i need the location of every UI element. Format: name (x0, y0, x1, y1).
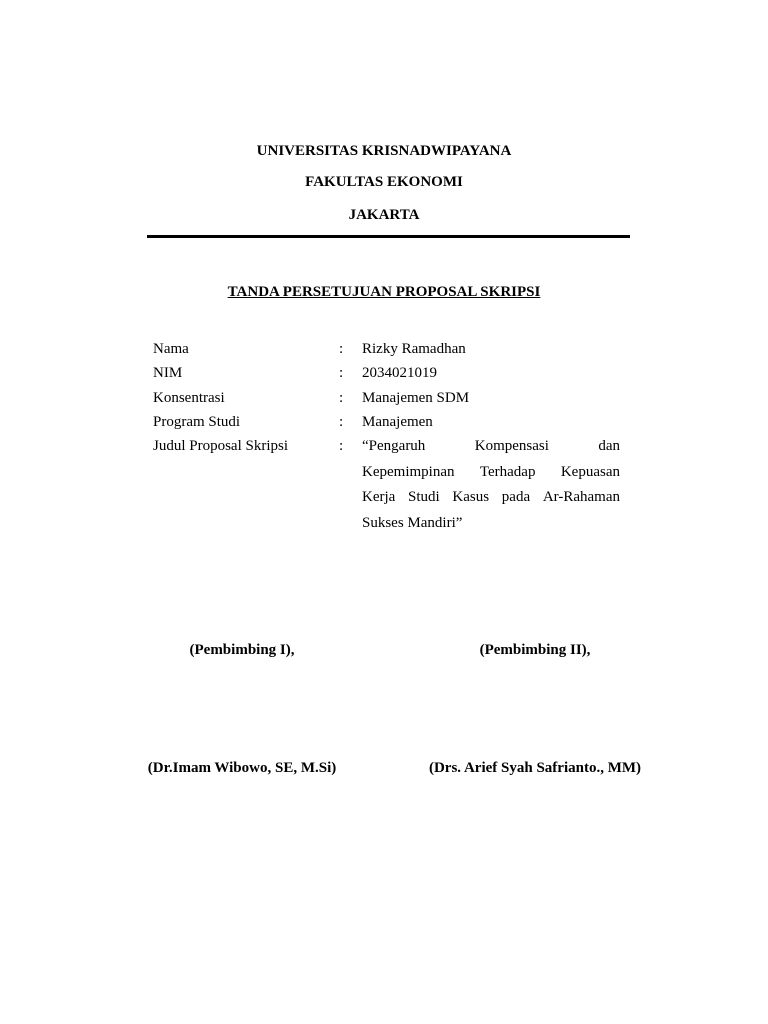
field-label: Judul Proposal Skripsi (153, 438, 289, 454)
pembimbing-1-name: (Dr.Imam Wibowo, SE, M.Si) (147, 760, 337, 776)
university-name: UNIVERSITAS KRISNADWIPAYANA (256, 143, 512, 159)
pembimbing-1-role: (Pembimbing I), (189, 642, 295, 658)
judul-word: Studi (408, 489, 440, 505)
faculty-name: FAKULTAS EKONOMI (305, 174, 463, 190)
field-colon: : (339, 341, 344, 357)
document-title: TANDA PERSETUJUAN PROPOSAL SKRIPSI (227, 284, 541, 300)
judul-word: Kepemimpinan (362, 464, 455, 480)
field-label: Program Studi (153, 414, 241, 430)
field-colon: : (339, 390, 344, 406)
field-colon: : (339, 414, 344, 430)
pembimbing-2-role: (Pembimbing II), (479, 642, 591, 658)
header-divider (147, 235, 630, 238)
judul-word: Ar-Rahaman (542, 489, 620, 505)
judul-word: Kasus (452, 489, 490, 505)
judul-line-1 (362, 437, 620, 455)
field-label: Konsentrasi (153, 390, 225, 406)
field-colon: : (339, 438, 344, 454)
pembimbing-2-name: (Drs. Arief Syah Safrianto., MM) (428, 760, 642, 776)
field-value: Manajemen (362, 414, 433, 430)
judul-word: “Pengaruh (362, 438, 426, 454)
judul-word: Terhadap (479, 464, 536, 480)
city-name: JAKARTA (348, 207, 420, 223)
judul-word: Kerja (362, 489, 396, 505)
judul-line-3 (362, 488, 620, 506)
judul-word: Kompensasi (474, 438, 549, 454)
field-value: Rizky Ramadhan (362, 341, 466, 357)
judul-word: pada (501, 489, 531, 505)
judul-line-4: Sukses Mandiri” (362, 515, 463, 531)
field-value: 2034021019 (362, 365, 437, 381)
judul-line-2 (362, 463, 620, 481)
field-value: Manajemen SDM (362, 390, 470, 406)
judul-word: dan (598, 438, 620, 454)
field-label: Nama (153, 341, 189, 357)
judul-word: Kepuasan (560, 464, 620, 480)
field-label: NIM (153, 365, 183, 381)
field-colon: : (339, 365, 344, 381)
